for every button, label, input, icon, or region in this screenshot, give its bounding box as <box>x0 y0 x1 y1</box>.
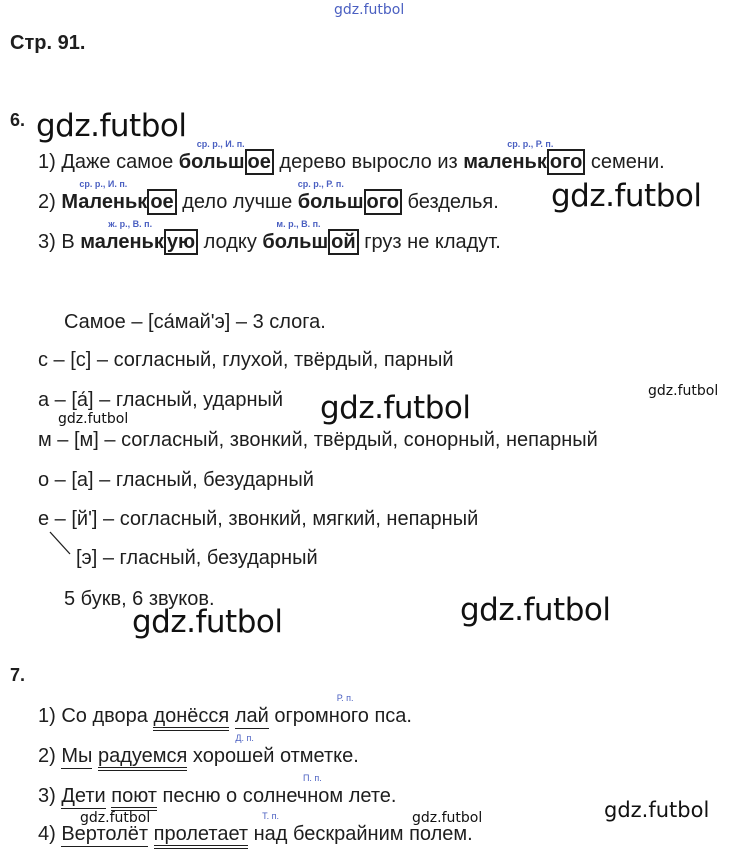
sentence-text: дерево выросло из <box>273 151 464 173</box>
sentence-index: 2) <box>38 191 62 213</box>
ending-box: ого <box>364 189 403 215</box>
adjective-word: больш ой м. р., В. п. <box>262 231 358 253</box>
adjective-word: маленьк ого ср. р., Р. п. <box>463 151 585 173</box>
ending-box: ое <box>245 149 274 175</box>
task6-sentence-2 <box>38 179 499 214</box>
predicate-word: поют <box>111 785 157 811</box>
sentence-text: В <box>61 231 81 253</box>
watermark-6: gdz.futbol <box>460 592 611 628</box>
ending-box: ую <box>164 229 198 255</box>
branch-line-icon <box>46 530 76 560</box>
grammar-note: ср. р., И. п. <box>196 139 245 149</box>
subject-word: Дети <box>61 785 106 807</box>
phonetic-row: м – [м] – согласный, звонкий, твёрдый, сонорный, непарный <box>38 429 598 451</box>
phonetic-intro: Самое – [са́май'э] – 3 слога. <box>64 311 326 333</box>
sentence-index: 3) <box>38 231 62 253</box>
page-title: Стр. 91. <box>10 32 86 54</box>
adjective-word: больш ое ср. р., И. п. <box>179 151 274 173</box>
adjective-word: маленьк ую ж. р., В. п. <box>80 231 198 253</box>
phonetic-row: о – [а] – гласный, безударный <box>38 469 314 491</box>
sentence-text: лодку <box>198 231 263 253</box>
task7-sentence-3 <box>38 773 397 808</box>
phonetic-row: е – [й'] – согласный, звонкий, мягкий, непарный <box>38 508 479 530</box>
task6-sentence-3 <box>38 219 501 254</box>
adjective-word: Маленьк ое ср. р., И. п. <box>61 191 176 213</box>
grammar-note: м. р., В. п. <box>276 219 321 229</box>
grammar-note: ср. р., И. п. <box>79 179 128 189</box>
grammar-note: ср. р., Р. п. <box>297 179 344 189</box>
sentence-text: песню о солнечном лете. П. п. <box>156 773 397 807</box>
space <box>148 823 154 845</box>
sentence-text: над бескрайним полем. Т. п. <box>248 811 473 845</box>
sentence-text: груз не кладут. <box>358 231 501 253</box>
case-note: Р. п. <box>336 693 354 703</box>
ending-box: ое <box>147 189 176 215</box>
watermark-10: gdz.futbol <box>412 810 483 826</box>
watermark-8: gdz.futbol <box>604 798 710 822</box>
phonetic-summary: 5 букв, 6 звуков. <box>64 588 215 610</box>
sentence-index: 3) <box>38 785 62 807</box>
sentence-text: семени. <box>585 151 665 173</box>
sentence-index: 4) <box>38 823 62 845</box>
watermark-2: gdz.futbol <box>551 178 702 214</box>
predicate-word: пролетает <box>154 823 248 849</box>
grammar-note: ж. р., В. п. <box>108 219 153 229</box>
watermark-1: gdz.futbol <box>36 108 187 144</box>
sentence-text: огромного пса. Р. п. <box>268 693 412 727</box>
ending-box: ого <box>547 149 586 175</box>
case-note: Т. п. <box>262 811 279 821</box>
watermark-3: gdz.futbol <box>648 383 719 399</box>
case-note: Д. п. <box>235 733 254 743</box>
predicate-word: радуемся <box>98 745 187 771</box>
case-note: П. п. <box>302 773 322 783</box>
watermark-9: gdz.futbol <box>80 810 151 826</box>
watermark-5: gdz.futbol <box>58 411 129 427</box>
sentence-text: дело лучше <box>176 191 298 213</box>
sentence-index: 1) <box>38 151 62 173</box>
predicate-word: донёсся <box>153 705 229 731</box>
subject-word: Вертолёт <box>61 823 149 845</box>
task6-sentence-1 <box>38 139 665 174</box>
task6-number: 6. <box>10 110 26 130</box>
sentence-text: хорошей отметке. Д. п. <box>187 733 359 767</box>
space <box>229 705 235 727</box>
phonetic-row: с – [с] – согласный, глухой, твёрдый, парный <box>38 349 454 371</box>
grammar-note: ср. р., Р. п. <box>507 139 554 149</box>
watermark-7: gdz.futbol <box>132 604 283 640</box>
sentence-index: 2) <box>38 745 62 767</box>
subject-word: Мы <box>61 745 93 767</box>
task7-sentence-2 <box>38 733 359 768</box>
watermark-4: gdz.futbol <box>320 390 471 426</box>
ending-box: ой <box>328 229 359 255</box>
sentence-text: Со двора <box>61 705 154 727</box>
subject-word: лай <box>234 705 269 727</box>
watermark-top: gdz.futbol <box>334 2 405 18</box>
task7-number: 7. <box>10 665 26 685</box>
sentence-index: 1) <box>38 705 62 727</box>
sentence-text: безделья. <box>402 191 499 213</box>
phonetic-row: а – [а́] – гласный, ударный <box>38 389 284 411</box>
sentence-text: Даже самое <box>61 151 179 173</box>
phonetic-row: [э] – гласный, безударный <box>76 547 318 569</box>
task7-sentence-1 <box>38 693 412 728</box>
adjective-word: больш ого ср. р., Р. п. <box>298 191 402 213</box>
